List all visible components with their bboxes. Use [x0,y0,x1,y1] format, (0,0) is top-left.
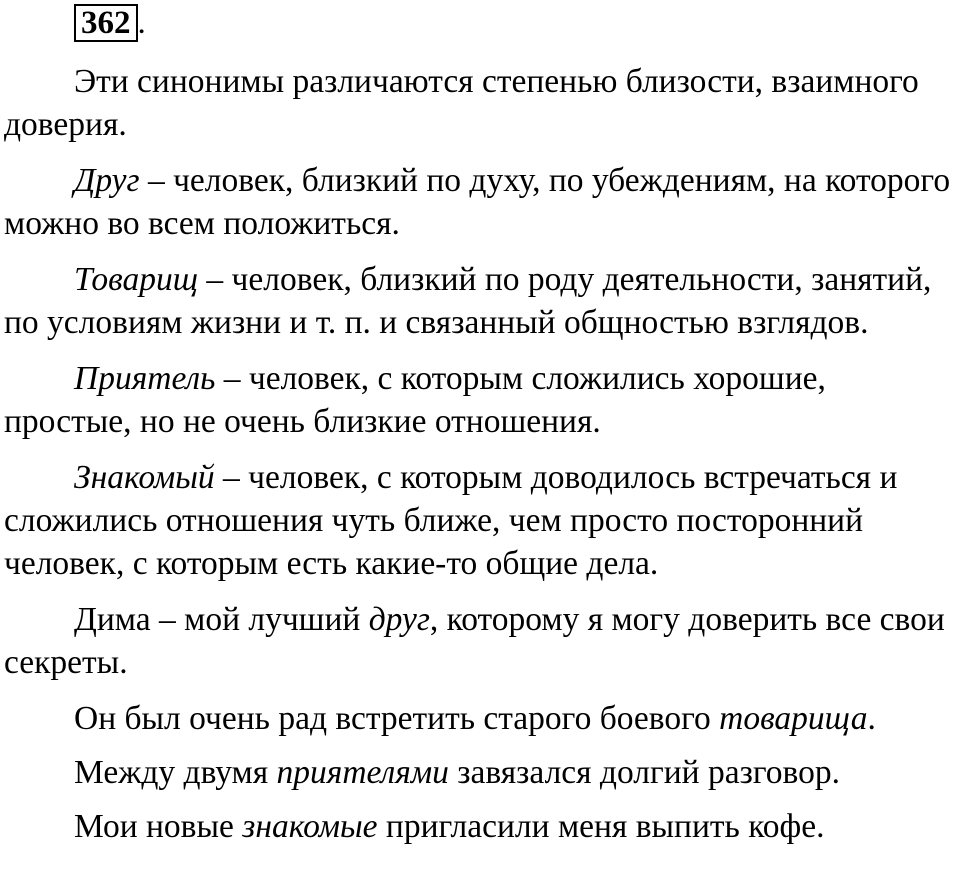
text-segment: Он был очень рад встретить старого боевого [74,700,720,737]
text-segment: – человек, близкий по духу, по убеждениям, на которого можно во всем положиться. [4,162,951,242]
example-term: друг [368,601,430,638]
text-segment: – человек, близкий по роду деятельности, занятий, по условиям жизни и т. п. и связанный общностью взглядов. [4,261,932,341]
text-segment: Между двумя [74,754,277,791]
exercise-number: 362 [74,4,138,42]
paragraph-1 [4,60,960,146]
text-segment: . [867,700,876,737]
example-sentence-1 [4,598,960,684]
paragraph-3 [4,258,960,344]
term-tovarishch: Товарищ [74,261,199,298]
paragraph-2 [4,159,960,245]
example-term: приятелями [276,754,449,791]
example-term: знакомые [242,808,378,845]
text-segment: , которому я могу доверить все свои секреты. [4,601,945,681]
exercise-text [4,60,960,859]
term-znakomyi: Знакомый [74,459,215,496]
example-sentence-3 [4,751,960,794]
example-sentence-2 [4,697,960,740]
paragraph-5 [4,456,960,585]
exercise-number-dot: . [137,5,146,41]
example-term: товарища [719,700,868,737]
exercise-heading [74,4,146,42]
text-segment: пригласили меня выпить кофе. [377,808,825,845]
example-sentence-4 [4,805,960,848]
term-drug: Друг [74,162,140,199]
text-segment: Мои новые [74,808,243,845]
text-segment: завязался долгий разговор. [448,754,840,791]
term-priyatel: Приятель [74,360,216,397]
text-segment: – человек, с которым доводилось встречаться и сложились отношения чуть ближе, чем просто посторонний человек, с которым есть какие-то общие дела. [4,459,898,582]
text-segment: Эти синонимы различаются степенью близости, взаимного доверия. [4,63,919,143]
paragraph-4 [4,357,960,443]
text-segment: – человек, с которым сложились хорошие, простые, но не очень близкие отношения. [4,360,826,440]
text-segment: Дима – мой лучший [74,601,369,638]
